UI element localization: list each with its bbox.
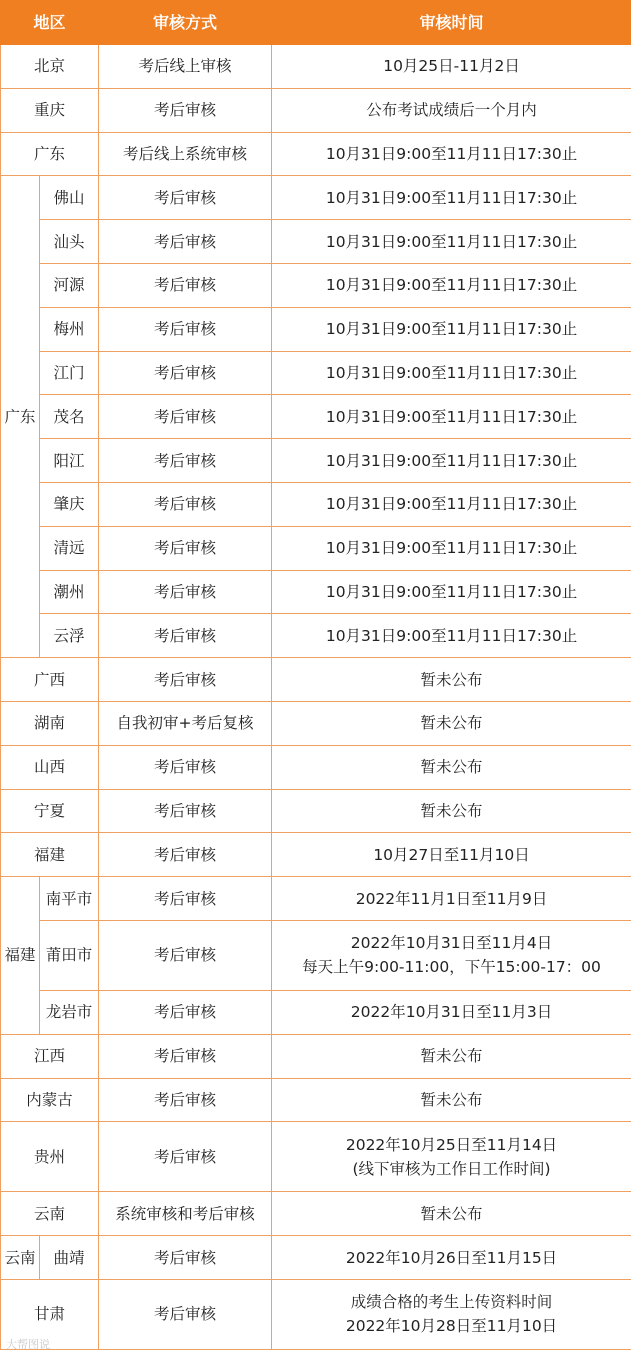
table-row: [1, 877, 631, 921]
table-row: [1, 789, 631, 833]
city-cell: 清远: [40, 526, 99, 570]
time-cell: 10月31日9:00至11月11日17:30止: [272, 439, 631, 483]
method-cell: 考后审核: [99, 570, 272, 614]
table-row: [1, 614, 631, 658]
table-row: [1, 439, 631, 483]
time-cell: 10月27日至11月10日: [272, 833, 631, 877]
city-cell: 茂名: [40, 395, 99, 439]
time-cell: 10月31日9:00至11月11日17:30止: [272, 263, 631, 307]
time-cell: 2022年10月26日至11月15日: [272, 1236, 631, 1280]
time-cell: 公布考试成绩后一个月内: [272, 88, 631, 132]
group-label-cell: 广东: [1, 176, 40, 658]
time-cell: 10月31日9:00至11月11日17:30止: [272, 220, 631, 264]
time-cell: 10月31日9:00至11月11日17:30止: [272, 395, 631, 439]
time-cell: 2022年10月31日至11月3日: [272, 990, 631, 1034]
time-cell: 10月31日9:00至11月11日17:30止: [272, 526, 631, 570]
method-cell: 考后审核: [99, 877, 272, 921]
method-cell: 考后审核: [99, 1122, 272, 1192]
time-cell: 暂未公布: [272, 789, 631, 833]
time-cell: 10月31日9:00至11月11日17:30止: [272, 307, 631, 351]
table-row: [1, 220, 631, 264]
method-cell: 系统审核和考后审核: [99, 1192, 272, 1236]
time-cell: 10月31日9:00至11月11日17:30止: [272, 614, 631, 658]
region-cell: 云南: [1, 1192, 99, 1236]
time-cell: 10月25日-11月2日: [272, 45, 631, 89]
method-cell: 考后审核: [99, 1236, 272, 1280]
city-cell: 河源: [40, 263, 99, 307]
method-cell: 考后审核: [99, 482, 272, 526]
region-cell: 广西: [1, 658, 99, 702]
city-cell: 南平市: [40, 877, 99, 921]
header-region: 地区: [1, 1, 99, 45]
table-row: [1, 1122, 631, 1192]
time-cell: 暂未公布: [272, 1192, 631, 1236]
table-row: [1, 176, 631, 220]
time-line: 成绩合格的考生上传资料时间: [350, 1293, 553, 1312]
method-cell: 考后审核: [99, 351, 272, 395]
region-cell: 内蒙古: [1, 1078, 99, 1122]
table-row: [1, 88, 631, 132]
table-row: [1, 307, 631, 351]
time-line: 2022年10月28日至11月10日: [345, 1317, 558, 1336]
city-cell: 江门: [40, 351, 99, 395]
method-cell: 考后审核: [99, 526, 272, 570]
time-cell: 10月31日9:00至11月11日17:30止: [272, 176, 631, 220]
region-cell: 贵州: [1, 1122, 99, 1192]
method-cell: 考后审核: [99, 439, 272, 483]
table-row: [1, 526, 631, 570]
table-row: [1, 570, 631, 614]
table-row: [1, 745, 631, 789]
time-cell: 暂未公布: [272, 658, 631, 702]
city-cell: 龙岩市: [40, 990, 99, 1034]
time-line: 2022年10月25日至11月14日: [345, 1135, 558, 1154]
table-row: [1, 1279, 631, 1349]
city-cell: 莆田市: [40, 920, 99, 990]
method-cell: 考后审核: [99, 833, 272, 877]
region-cell: 江西: [1, 1034, 99, 1078]
time-cell: [272, 1279, 631, 1349]
method-cell: 考后审核: [99, 176, 272, 220]
time-cell: 10月31日9:00至11月11日17:30止: [272, 351, 631, 395]
method-cell: 考后审核: [99, 395, 272, 439]
method-cell: 考后审核: [99, 220, 272, 264]
method-cell: 考后审核: [99, 88, 272, 132]
method-cell: 考后审核: [99, 745, 272, 789]
time-cell: 暂未公布: [272, 1034, 631, 1078]
city-cell: 潮州: [40, 570, 99, 614]
group-label-cell: 福建: [1, 877, 40, 1035]
table-header-row: [1, 1, 631, 45]
region-cell: 重庆: [1, 88, 99, 132]
method-cell: 考后审核: [99, 263, 272, 307]
region-cell: 甘肃: [1, 1279, 99, 1349]
method-cell: 考后审核: [99, 920, 272, 990]
city-cell: 梅州: [40, 307, 99, 351]
city-cell: 云浮: [40, 614, 99, 658]
method-cell: 考后审核: [99, 658, 272, 702]
region-cell: 北京: [1, 45, 99, 89]
table-row: [1, 351, 631, 395]
table-row: [1, 833, 631, 877]
table-row: [1, 482, 631, 526]
city-cell: 肇庆: [40, 482, 99, 526]
city-cell: 佛山: [40, 176, 99, 220]
time-line: (线下审核为工作日工作时间): [352, 1159, 551, 1178]
table-row: [1, 45, 631, 89]
header-time: 审核时间: [272, 1, 631, 45]
time-cell: 2022年11月1日至11月9日: [272, 877, 631, 921]
table-row: [1, 263, 631, 307]
region-cell: 宁夏: [1, 789, 99, 833]
city-cell: 阳江: [40, 439, 99, 483]
table-row: [1, 658, 631, 702]
city-cell: 汕头: [40, 220, 99, 264]
region-cell: 山西: [1, 745, 99, 789]
city-cell: 曲靖: [40, 1236, 99, 1280]
method-cell: 考后审核: [99, 614, 272, 658]
table-row: [1, 990, 631, 1034]
method-cell: 考后线上系统审核: [99, 132, 272, 176]
region-cell: 广东: [1, 132, 99, 176]
time-line: 2022年10月31日至11月4日: [350, 934, 553, 953]
region-cell: 福建: [1, 833, 99, 877]
group-label-cell: 云南: [1, 1236, 40, 1280]
time-cell: [272, 920, 631, 990]
method-cell: 考后审核: [99, 1034, 272, 1078]
watermark-text: 大帮图说: [6, 1338, 50, 1351]
time-cell: 10月31日9:00至11月11日17:30止: [272, 482, 631, 526]
time-cell: 暂未公布: [272, 1078, 631, 1122]
method-cell: 考后审核: [99, 1078, 272, 1122]
method-cell: 考后审核: [99, 307, 272, 351]
table-row: [1, 1078, 631, 1122]
method-cell: 考后线上审核: [99, 45, 272, 89]
table-row: [1, 1034, 631, 1078]
time-cell: 暂未公布: [272, 701, 631, 745]
method-cell: 考后审核: [99, 990, 272, 1034]
table-row: [1, 132, 631, 176]
method-cell: 考后审核: [99, 789, 272, 833]
time-cell: 10月31日9:00至11月11日17:30止: [272, 132, 631, 176]
time-cell: 暂未公布: [272, 745, 631, 789]
table-row: [1, 1192, 631, 1236]
table-row: [1, 920, 631, 990]
method-cell: 自我初审+考后复核: [99, 701, 272, 745]
table-row: [1, 701, 631, 745]
header-method: 审核方式: [99, 1, 272, 45]
time-cell: [272, 1122, 631, 1192]
method-cell: 考后审核: [99, 1279, 272, 1349]
region-cell: 湖南: [1, 701, 99, 745]
time-cell: 10月31日9:00至11月11日17:30止: [272, 570, 631, 614]
table-row: [1, 395, 631, 439]
time-line: 每天上午9:00-11:00，下午15:00-17：00: [302, 958, 601, 977]
table-row: [1, 1236, 631, 1280]
